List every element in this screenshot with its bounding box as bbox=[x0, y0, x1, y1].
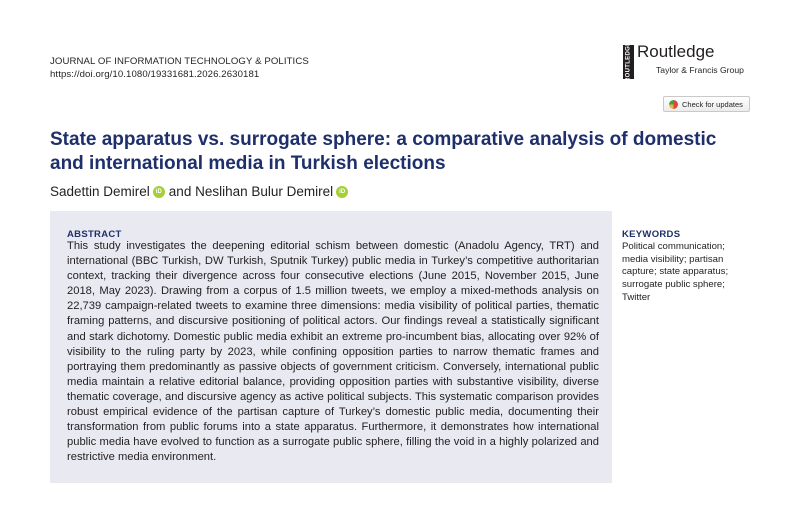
journal-name: JOURNAL OF INFORMATION TECHNOLOGY & POLITICS bbox=[50, 56, 309, 67]
author-name[interactable]: Neslihan Bulur Demirel bbox=[195, 184, 334, 199]
publisher-subtitle: Taylor & Francis Group bbox=[656, 65, 744, 75]
publisher-logo bbox=[623, 42, 763, 82]
author-list bbox=[50, 183, 352, 201]
check-for-updates-button[interactable] bbox=[663, 96, 750, 112]
publisher-name: Routledge bbox=[637, 42, 715, 61]
crossmark-icon bbox=[669, 100, 678, 109]
author-joiner: and bbox=[168, 184, 192, 199]
keywords-text: Political communication; media visibility; partisan capture; state apparatus; surrogate public sphere; Twitter bbox=[622, 241, 729, 303]
article-title: State apparatus vs. surrogate sphere: a comparative analysis of domestic and international media in Turkish elections bbox=[50, 129, 717, 174]
abstract-heading: ABSTRACT bbox=[67, 229, 122, 240]
author-name[interactable]: Sadettin Demirel bbox=[50, 184, 150, 199]
journal-header bbox=[50, 55, 309, 81]
orcid-icon[interactable]: iD bbox=[336, 186, 348, 198]
check-for-updates-label: Check for updates bbox=[682, 99, 743, 109]
keywords-heading: KEYWORDS bbox=[622, 229, 681, 240]
abstract-text: This study investigates the deepening editorial schism between domestic (Anadolu Agency, TRT) and international (BBC Turkish, DW Turkish, Sputnik Turkey) public media in Turkey’s competitive authoritarian context, tracking their divergence across four consecutive elections (June 2015, November 2015, June 2018, May 2023). Drawing from a corpus of 1.5 million tweets, we employ a mixed-methods analysis on 22,739 campaign-related tweets to examine three dimensions: media visibility of political parties, thematic framing patterns, and discursive positioning of political actors. Our findings reveal a statistically significant and stark dichotomy. Domestic public media exhibit an extreme pro-incumbent bias, allocating over 92% of visibility to the ruling party by 2023, while confining opposition parties to narrow thematic frames and portraying them predominantly as passive objects of government criticism. Conversely, international public media maintain a relative editorial balance, providing opposition parties with substantive visibility, diverse thematic coverage, and discursive agency as active political subjects. This systematic comparison provides robust empirical evidence of the partisan capture of Turkey’s domestic public media, documenting their transformation from public forums into a state apparatus. Furthermore, it demonstrates how international public media have evolved to function as a surrogate public sphere, filling the void in a highly polarized and restrictive media environment. bbox=[67, 240, 599, 464]
doi-link[interactable]: https://doi.org/10.1080/19331681.2026.2630181 bbox=[50, 69, 260, 80]
publisher-vertical-label: ROUTLEDGE bbox=[623, 45, 634, 79]
orcid-icon[interactable]: iD bbox=[153, 186, 165, 198]
